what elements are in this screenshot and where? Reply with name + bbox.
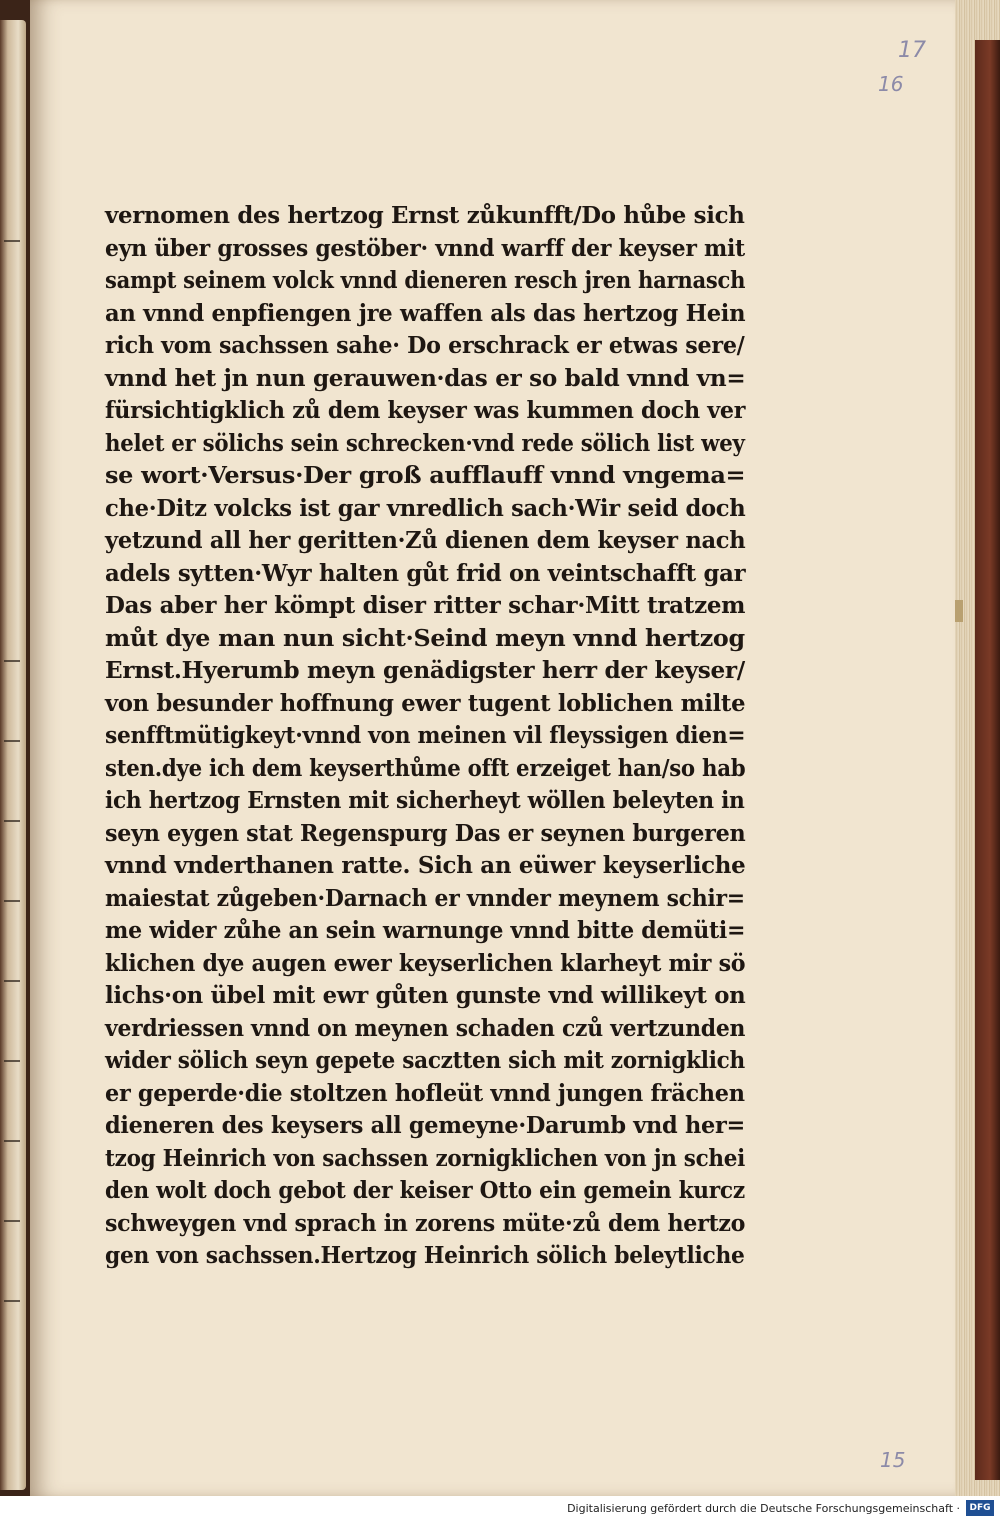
text-line: vnnd het jn nun gerauwen·das er so bald vnnd vn= <box>105 364 746 392</box>
text-line: Ernst.Hyerumb meyn genädigster herr der keyser/ <box>105 657 745 684</box>
book-binding <box>975 40 1000 1480</box>
text-line: yetzund all her geritten·Zů dienen dem keyser nach <box>105 527 746 554</box>
text-line: tzog Heinrich von sachssen zornigklichen von jn schei <box>105 1144 745 1172</box>
text-line: Das aber her kömpt diser ritter schar·Mitt tratzem <box>105 592 746 619</box>
left-page-text-fragment <box>4 1300 20 1302</box>
text-line: dieneren des keysers all gemeyne·Darumb vnd her= <box>105 1112 745 1139</box>
text-line: che·Ditz volcks ist gar vnredlich sach·Wir seid doch <box>105 494 746 522</box>
text-line: helet er sölichs sein schrecken·vnd rede sölich list wey <box>105 429 745 457</box>
text-line: er geperde·die stoltzen hofleüt vnnd jungen frächen <box>105 1079 745 1107</box>
text-line: lichs·on übel mit ewr gůten gunste vnd willikeyt on <box>105 982 746 1009</box>
text-line: sten.dye ich dem keyserthůme offt erzeiget han/so hab <box>105 754 746 782</box>
folio-number-bottom: 15 <box>880 1448 906 1472</box>
text-line: gen von sachssen.Hertzog Heinrich sölich beleytliche <box>105 1242 745 1269</box>
text-line: fürsichtigklich zů dem keyser was kummen doch ver <box>105 397 746 424</box>
folio-number-top: 17 <box>898 38 926 63</box>
left-page-text-fragment <box>4 660 20 662</box>
text-line: adels sytten·Wyr halten gůt frid on veintschafft gar <box>105 559 746 587</box>
text-line: maiestat zůgeben·Darnach er vnnder meynem schir= <box>105 884 745 912</box>
text-line: me wider zůhe an sein warnunge vnnd bitte demüti= <box>105 917 746 944</box>
text-line: von besunder hoffnung ewer tugent loblichen milte <box>105 689 746 717</box>
text-line: se wort·Versus·Der groß aufflauff vnnd vngema= <box>105 462 746 489</box>
text-line: sampt seinem volck vnnd dieneren resch jren harnasch <box>105 267 746 294</box>
page-marker-tab <box>955 600 963 622</box>
left-page-text-fragment <box>4 980 20 982</box>
text-line: wider sölich seyn gepete sacztten sich mit zornigklich <box>105 1047 745 1074</box>
left-page-text-fragment <box>4 900 20 902</box>
text-line: an vnnd enpfiengen jre waffen als das hertzog Hein <box>105 299 746 327</box>
text-line: vernomen des hertzog Ernst zůkunfft/Do hůbe sich <box>105 202 745 229</box>
left-page-text-fragment <box>4 820 20 822</box>
left-page-edge <box>0 20 26 1490</box>
left-page-text-fragment <box>4 1220 20 1222</box>
text-line: seyn eygen stat Regenspurg Das er seynen burgeren <box>105 819 746 847</box>
dfg-logo: DFG <box>966 1500 994 1516</box>
text-line: senfftmütigkeyt·vnnd von meinen vil fleyssigen dien= <box>105 722 746 749</box>
text-line: můt dye man nun sicht·Seind meyn vnnd hertzog <box>105 624 745 652</box>
folio-number-top-second: 16 <box>878 72 904 96</box>
text-line: ich hertzog Ernsten mit sicherheyt wöllen beleyten in <box>105 787 745 814</box>
footer-bar <box>0 1496 1000 1522</box>
left-page-text-fragment <box>4 1140 20 1142</box>
text-line: eyn über grosses gestöber· vnnd warff der keyser mit <box>105 234 745 262</box>
text-line: rich vom sachssen sahe· Do erschrack er etwas sere/ <box>105 332 745 359</box>
text-line: den wolt doch gebot der keiser Otto ein gemein kurcz <box>105 1177 745 1204</box>
left-page-text-fragment <box>4 240 20 242</box>
text-line: klichen dye augen ewer keyserlichen klarheyt mir sö <box>105 949 746 977</box>
text-line: schweygen vnd sprach in zorens müte·zů dem hertzo <box>105 1209 746 1237</box>
text-line: verdriessen vnnd on meynen schaden czů vertzunden <box>105 1014 746 1042</box>
left-page-text-fragment <box>4 1060 20 1062</box>
printed-text-block <box>105 200 745 1273</box>
left-page-text-fragment <box>4 740 20 742</box>
funding-credit: Digitalisierung gefördert durch die Deutsche Forschungsgemeinschaft · <box>567 1502 960 1515</box>
text-line: vnnd vnderthanen ratte. Sich an eüwer keyserliche <box>105 852 746 879</box>
